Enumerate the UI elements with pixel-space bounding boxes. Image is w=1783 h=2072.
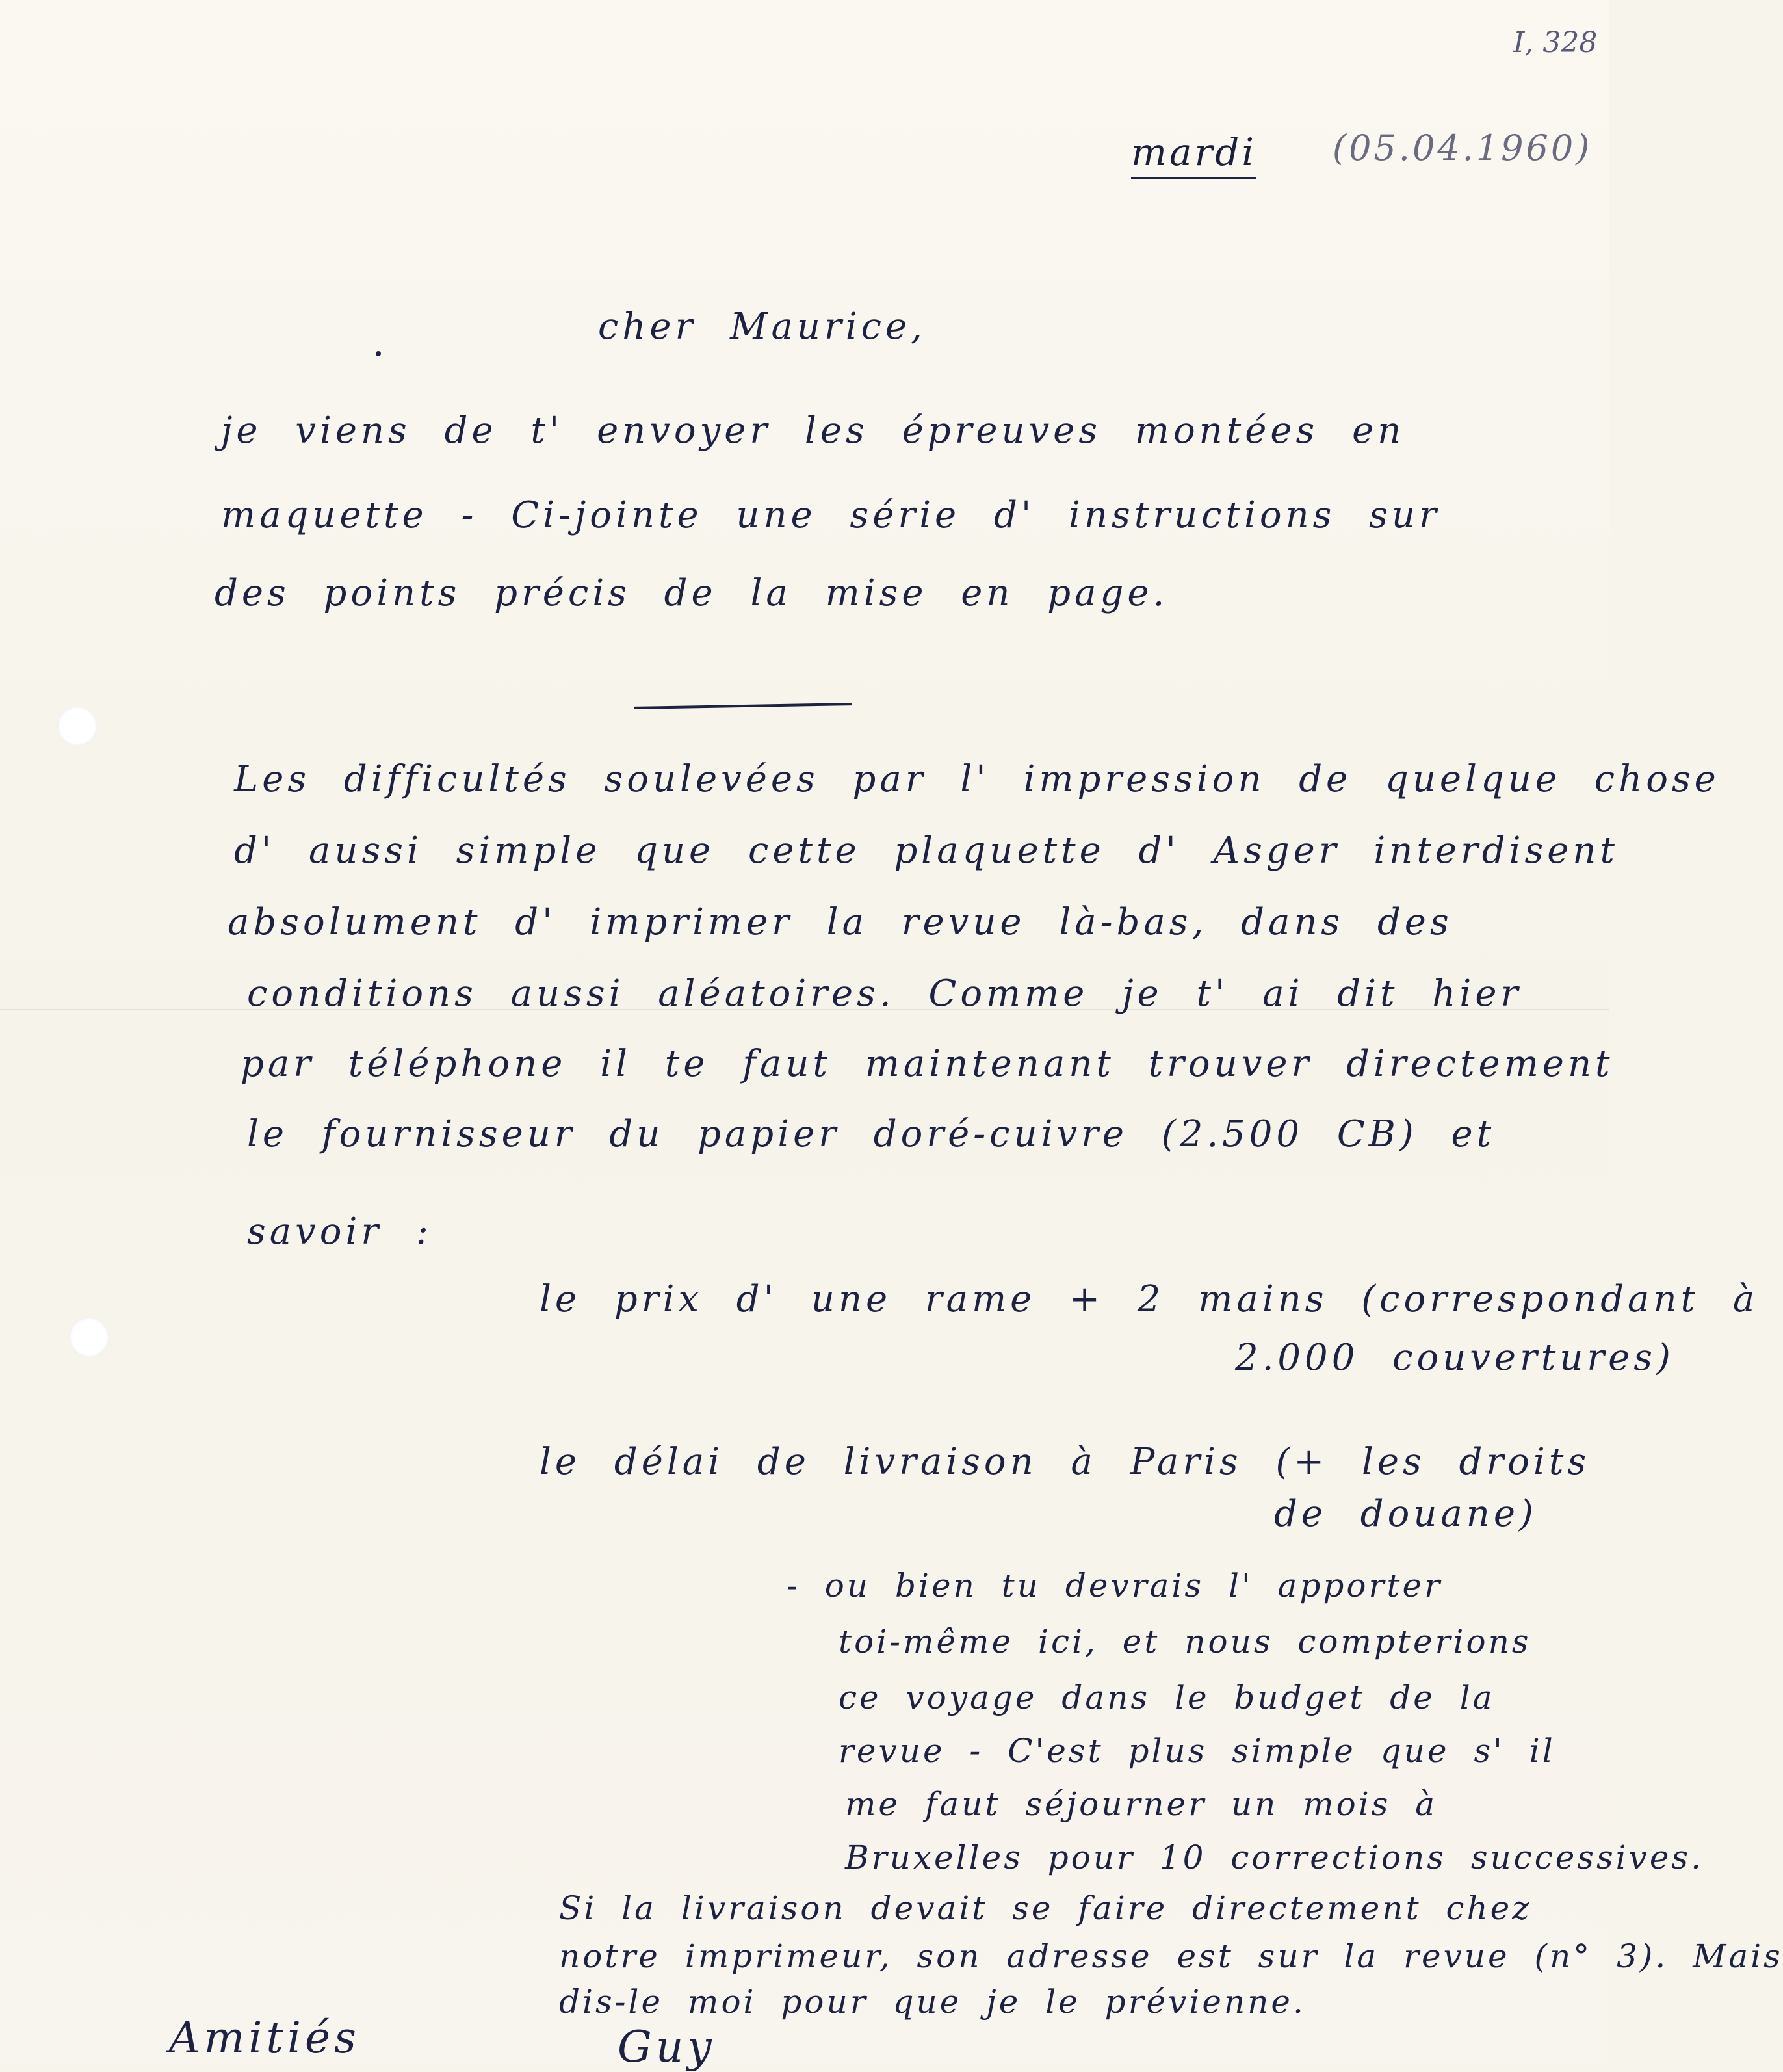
para2-line: Les difficultés soulevées par l' impression de quelque chose xyxy=(234,758,1720,800)
aside-line: - ou bien tu devrais l' apporter xyxy=(787,1567,1442,1605)
postscript-line: notre imprimeur, son adresse est sur la revue (n° 3). Mais xyxy=(559,1937,1783,1975)
item2-line: de douane) xyxy=(1274,1493,1537,1535)
closing: Amitiés xyxy=(169,2013,360,2063)
section-divider xyxy=(634,703,852,709)
para2-line: le fournisseur du papier doré-cuivre (2.500 CB) et xyxy=(247,1113,1496,1155)
para2-line: absolument d' imprimer la revue là-bas, dans des xyxy=(228,901,1453,943)
ink-dot xyxy=(376,351,381,356)
archive-reference: I, 328 xyxy=(1513,26,1598,59)
aside-line: ce voyage dans le budget de la xyxy=(839,1679,1495,1716)
para2-line: conditions aussi aléatoires. Comme je t' ai dit hier xyxy=(247,973,1522,1015)
letter-date: (05.04.1960) xyxy=(1333,127,1593,168)
salutation: cher Maurice, xyxy=(598,306,926,348)
aside-line: Bruxelles pour 10 corrections successives. xyxy=(845,1839,1704,1876)
postscript-line: dis-le moi pour que je le prévienne. xyxy=(559,1983,1306,2021)
aside-line: me faut séjourner un mois à xyxy=(845,1785,1438,1823)
para2-line: par téléphone il te faut maintenant trouver directement xyxy=(241,1043,1614,1085)
para1-line: des points précis de la mise en page. xyxy=(215,572,1169,614)
para1-line: maquette - Ci-jointe une série d' instructions sur xyxy=(221,494,1440,536)
postscript-line: Si la livraison devait se faire directement chez xyxy=(559,1889,1532,1927)
para1-line: je viens de t' envoyer les épreuves montées en xyxy=(221,410,1405,452)
punch-hole-top xyxy=(57,706,98,746)
signature: Guy xyxy=(618,2022,716,2072)
para2-line: savoir : xyxy=(247,1211,432,1253)
aside-line: revue - C'est plus simple que s' il xyxy=(839,1732,1555,1770)
punch-hole-bottom xyxy=(69,1317,109,1357)
item1-line: le prix d' une rame + 2 mains (correspondant à xyxy=(540,1278,1759,1320)
aside-line: toi-même ici, et nous compterions xyxy=(839,1623,1531,1660)
para2-line: d' aussi simple que cette plaquette d' Asger interdisent xyxy=(234,830,1619,872)
letter-day: mardi xyxy=(1131,130,1256,179)
item1-line: 2.000 couvertures) xyxy=(1235,1337,1674,1379)
item2-line: le délai de livraison à Paris (+ les droits xyxy=(540,1441,1591,1483)
